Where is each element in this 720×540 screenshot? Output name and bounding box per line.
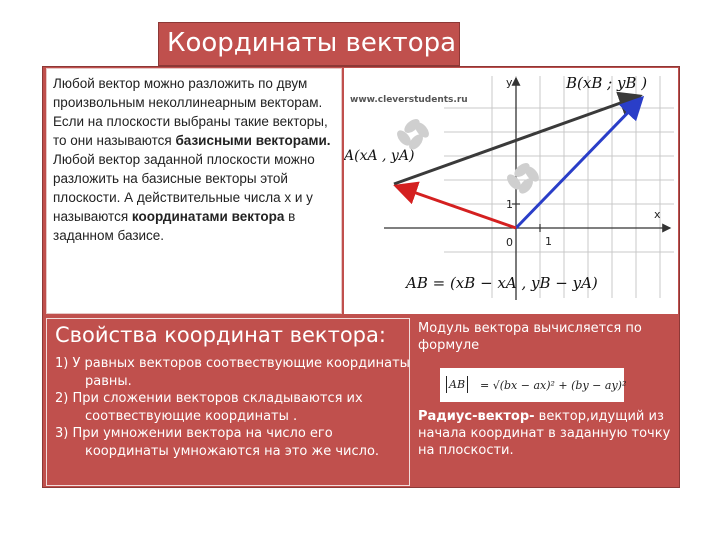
vector-diagram xyxy=(344,68,678,314)
properties-box xyxy=(46,318,410,486)
axis-x-label: x xyxy=(654,208,661,221)
definition-bold-2: координатами вектора xyxy=(131,209,285,224)
radius-vector-term: Радиус-вектор- xyxy=(418,409,535,424)
origin-label: 0 xyxy=(506,236,513,249)
properties-list xyxy=(55,355,411,460)
vector-formula: AB = (xB − xA , yB − yA) xyxy=(406,274,598,292)
formula-lhs: AB xyxy=(446,376,468,393)
properties-heading: Свойства координат вектора: xyxy=(55,323,386,347)
radius-vector-definition: вектор,идущий из начала координат в заданную точку на плоскости. xyxy=(418,409,671,458)
axis-y-label: y xyxy=(506,76,513,89)
property-item-1: 1) У равных векторов соотвествующие координаты равны. xyxy=(55,356,410,389)
definition-bold-1: базисными векторами. xyxy=(175,133,331,148)
definition-text-1: Любой вектор можно разложить по двум произвольным неколлинеарным векторам. Если на плоскости выбраны такие векторы, то они называются xyxy=(53,76,328,148)
modulus-formula xyxy=(440,368,627,402)
property-item-3: 3) При умножении вектора на число его координаты умножаются на это же число. xyxy=(55,426,380,459)
modulus-section xyxy=(416,318,678,486)
formula-rhs: = √(bx − ax)² + (by − ay)² xyxy=(480,379,627,392)
title-box xyxy=(158,22,460,66)
tick-x-label: 1 xyxy=(545,235,552,248)
point-a-label: A(xA , yA) xyxy=(344,148,415,164)
definition-text-3: в заданном базисе. xyxy=(53,209,296,243)
point-b-label: B(xB ; yB ) xyxy=(566,74,648,92)
watermark-url: www.cleverstudents.ru xyxy=(350,95,468,105)
definition-box xyxy=(46,68,342,314)
property-item-2: 2) При сложении векторов складываются их соотвествующие координаты . xyxy=(55,391,363,424)
radius-vector-text xyxy=(418,408,678,459)
vector-oa xyxy=(396,186,516,228)
vector-figure xyxy=(344,68,678,314)
definition-text-2: Любой вектор заданной плоскости можно разложить на базисные векторы этой плоскости. А действительные числа x и y называются xyxy=(53,152,315,224)
tick-y-label: 1 xyxy=(506,198,513,211)
modulus-text: Модуль вектора вычисляется по формуле xyxy=(418,321,642,353)
grid-lines xyxy=(444,76,674,298)
slide-title: Координаты вектора xyxy=(167,28,457,58)
